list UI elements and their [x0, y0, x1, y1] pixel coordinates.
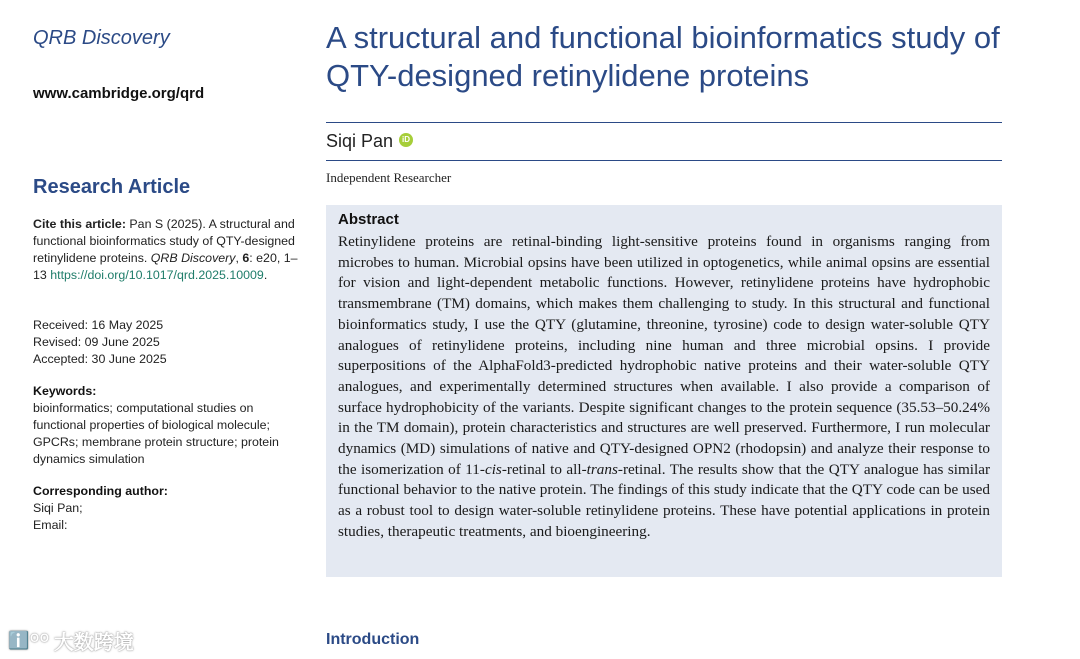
abstract-italic-trans: trans	[586, 460, 618, 478]
abstract-text-3: -retinal. The results show that the QTY analogue has similar functional behavior to the native protein. The findings of this study indicate that the QTY code can be used as a robust tool to design water-soluble retinylidene proteins. These have potential applications in protein studies, therapeutic treatments, and bioengineering.	[338, 460, 991, 540]
cite-pages: : e20, 1–13	[33, 251, 298, 282]
watermark-text: 大数跨境	[53, 632, 134, 654]
revised-date: Revised: 09 June 2025	[33, 335, 160, 349]
paper-title: A structural and functional bioinformatics study of QTY-designed retinylidene proteins	[326, 20, 1000, 93]
journal-url[interactable]: www.cambridge.org/qrd	[33, 85, 205, 102]
journal-name: QRB Discovery	[33, 27, 170, 49]
abstract-text-2: -retinal to all-	[501, 460, 587, 478]
cite-label: Cite this article:	[33, 217, 126, 231]
author-name: Siqi Pan	[326, 130, 394, 151]
dates-block	[33, 317, 167, 368]
email-label: Email:	[33, 518, 68, 532]
doi-link[interactable]: https://doi.org/10.1017/qrd.2025.10009	[50, 268, 264, 282]
introduction-heading: Introduction	[326, 631, 420, 648]
cite-text: Pan S (2025). A structural and functional bioinformatics study of QTY-designed retinylidene proteins.	[33, 217, 295, 265]
abstract-heading: Abstract	[338, 211, 399, 228]
abstract-italic-cis: cis	[484, 460, 502, 478]
accepted-date: Accepted: 30 June 2025	[33, 352, 167, 366]
abstract-body	[338, 232, 990, 543]
corresponding-block	[33, 500, 83, 534]
watermark	[8, 626, 134, 655]
author-row	[326, 130, 413, 152]
affiliation: Independent Researcher	[326, 170, 452, 185]
cite-volume: 6	[242, 251, 250, 265]
abstract-text-1: Retinylidene proteins are retinal-binding light-sensitive proteins found in organisms ranging from microbes to human. Microbial opsins have been utilized in optogenetics, while animal opsins are essential for vision and light-dependent metabolic functions. However, retinylidene proteins have hydrophobic transmembrane (TM) domains, which makes them challenging to study. In this structural and functional bioinformatics study, I use the QTY (glutamine, threonine, tyrosine) code to design water-soluble QTY analogues of retinylidene proteins, including nine human and three microbial opsins. I provide superpositions of the AlphaFold3-predicted hydrophobic native proteins and their water-soluble QTY analogues, and experimentally determined structures when available. I also provide a comparison of surface hydrophobicity of the variants. Despite significant changes to the protein sequence (35.53–50.24% in the TM domain), protein characteristics and structures are well preserved. Furthermore, I run molecular dynamics (MD) simulations of native and QTY-designed OPN2 (rhodopsin) and analyze their response to the isomerization of 11-	[338, 233, 990, 478]
keywords-text: bioinformatics; computational studies on functional properties of biological molecule; GPCRs; membrane protein structure; protein dynamics simulation	[33, 401, 279, 466]
received-date: Received: 16 May 2025	[33, 318, 164, 332]
watermark-logo: ℹ️ᴼᴼ	[8, 630, 50, 650]
keywords-label: Keywords:	[33, 384, 97, 398]
article-type: Research Article	[33, 176, 191, 198]
corresponding-name: Siqi Pan;	[33, 501, 83, 515]
cite-journal: QRB Discovery	[150, 251, 236, 265]
corresponding-label: Corresponding author:	[33, 484, 168, 498]
citation-block: Cite this article: Pan S (2025). A structural and functional bioinformatics study of QTY-designed retinylidene proteins. QRB Discovery, 6: e20, 1–13 https://doi.org/10.1017/qrd.2025.10009.	[33, 217, 298, 282]
author-divider	[326, 160, 1002, 161]
title-divider	[326, 122, 1002, 123]
orcid-icon[interactable]: iD	[399, 133, 413, 147]
abstract-box	[326, 205, 1002, 577]
